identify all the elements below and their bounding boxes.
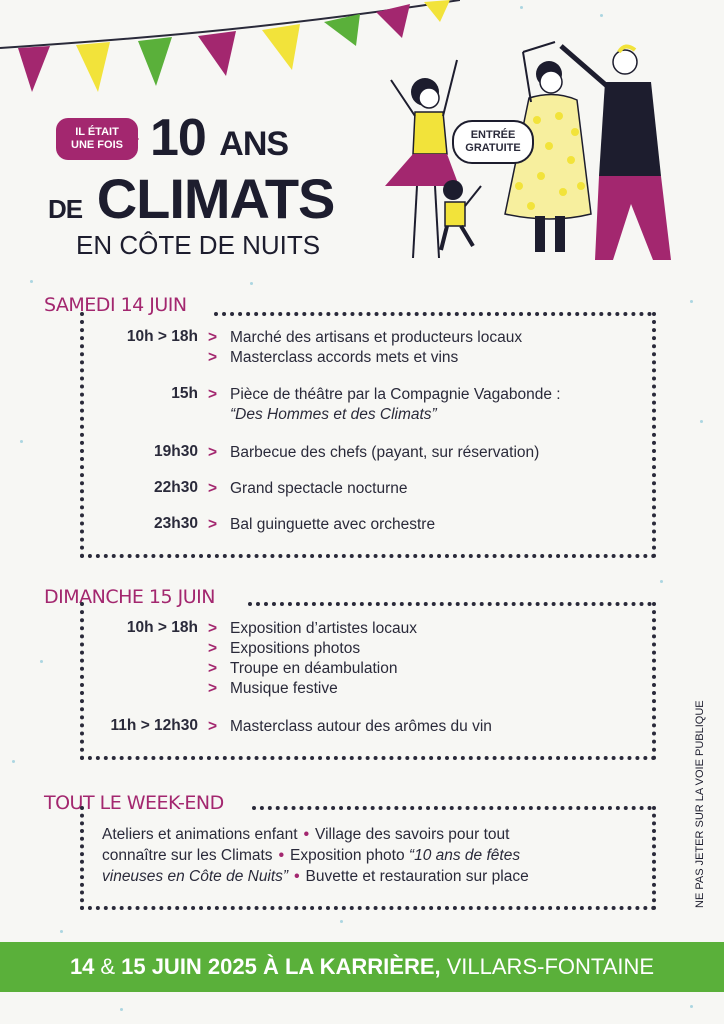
tag-line-2: UNE FOIS: [71, 139, 123, 151]
weekend-item: Village des savoirs pour tout: [315, 826, 510, 843]
chevron-icon: >: [208, 480, 218, 497]
footer-place: VILLARS-FONTAINE: [446, 954, 655, 979]
sunday-top-rule: [248, 602, 652, 606]
footer-day1: 14: [69, 954, 95, 979]
event-text: Masterclass accords mets et vins: [230, 349, 459, 366]
weekend-item: Exposition photo: [290, 847, 405, 864]
chevron-icon: >: [208, 660, 218, 677]
free-entry-badge: [452, 120, 534, 164]
weekend-item: Buvette et restauration sur place: [305, 868, 529, 885]
event-text: Troupe en déambulation: [230, 660, 398, 677]
weekend-item-italic: vineuses en Côte de Nuits”: [102, 868, 289, 885]
tag-line-1: IL ÉTAIT: [75, 126, 119, 138]
event-time: 15h: [171, 385, 198, 402]
badge-line-1: ENTRÉE: [470, 129, 516, 141]
footer-banner: [0, 942, 724, 992]
badge-line-2: GRATUITE: [465, 142, 521, 154]
once-upon-a-time-tag: [56, 118, 138, 160]
event-text: Exposition d’artistes locaux: [230, 620, 417, 637]
event-play-title: “Des Hommes et des Climats”: [230, 406, 437, 423]
event-text: Pièce de théâtre par la Compagnie Vagabonde :: [230, 386, 561, 403]
event-time: 11h > 12h30: [110, 717, 198, 734]
title-line-1: [150, 108, 288, 168]
event-time: 10h > 18h: [126, 619, 198, 636]
saturday-title: SAMEDI 14 JUIN: [44, 294, 187, 316]
bullet-icon: •: [278, 847, 284, 864]
event-text: Grand spectacle nocturne: [230, 480, 408, 497]
event-text: Expositions photos: [230, 640, 361, 657]
chevron-icon: >: [208, 444, 218, 461]
event-time: 22h30: [154, 479, 198, 496]
event-text: Musique festive: [230, 680, 338, 697]
chevron-icon: >: [208, 516, 218, 533]
title-line-2: [48, 166, 334, 231]
event-text: Marché des artisans et producteurs locaux: [230, 329, 523, 346]
event-time: 19h30: [154, 443, 198, 460]
event-text: Masterclass autour des arômes du vin: [230, 718, 492, 735]
event-time: 10h > 18h: [126, 328, 198, 345]
subtitle: EN CÔTE DE NUITS: [76, 230, 321, 260]
weekend-item-italic: “10 ans de fêtes: [408, 847, 521, 864]
event-text: Bal guinguette avec orchestre: [230, 516, 436, 533]
chevron-icon: >: [208, 620, 218, 637]
chevron-icon: >: [208, 386, 218, 403]
chevron-icon: >: [208, 680, 218, 697]
bullet-icon: •: [303, 826, 310, 843]
weekend-activities: [102, 824, 630, 887]
chevron-icon: >: [208, 329, 218, 346]
title-de: DE: [48, 194, 83, 224]
footer-amp: &: [100, 954, 116, 979]
weekend-item: connaître sur les Climats: [102, 847, 273, 864]
side-note: NE PAS JETER SUR LA VOIE PUBLIQUE: [694, 700, 706, 908]
weekend-title: TOUT LE WEEK-END: [44, 792, 224, 814]
event-time: 23h30: [154, 515, 198, 532]
saturday-top-rule: [214, 312, 652, 316]
footer-dates: 15 JUIN 2025 À LA KARRIÈRE,: [121, 954, 441, 979]
title-climats: CLIMATS: [96, 167, 335, 230]
title-number: 10: [150, 109, 206, 167]
weekend-item: Ateliers et animations enfant: [102, 826, 298, 843]
chevron-icon: >: [208, 640, 218, 657]
title-ans: ANS: [219, 125, 289, 163]
weekend-top-rule: [252, 806, 652, 810]
chevron-icon: >: [208, 718, 218, 735]
bullet-icon: •: [294, 868, 300, 885]
chevron-icon: >: [208, 349, 218, 366]
sunday-title: DIMANCHE 15 JUIN: [44, 586, 215, 608]
event-text: Barbecue des chefs (payant, sur réservation): [230, 444, 540, 461]
